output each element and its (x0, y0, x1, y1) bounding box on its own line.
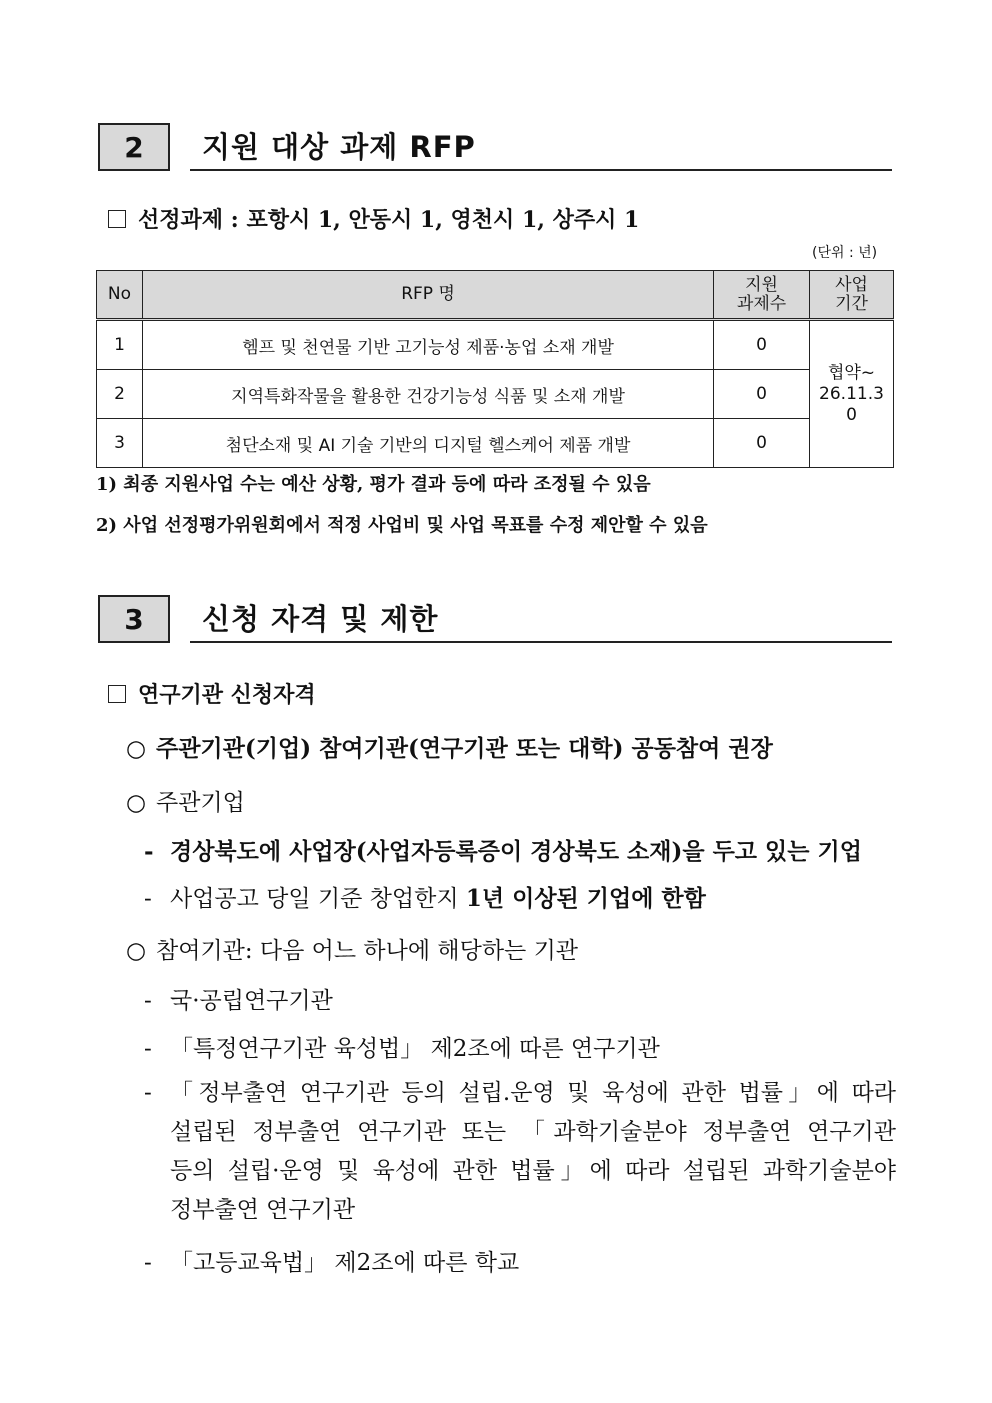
table-row (97, 419, 894, 468)
bullet-joint-participation: ○ 주관기관(기업) 참여기관(연구기관 또는 대학) 공동참여 권장 (126, 735, 773, 762)
header-count: 지원 과제수 (714, 271, 810, 320)
circle-bullet-icon: ○ (126, 790, 147, 816)
section-number: 2 (98, 123, 170, 171)
section-3-header (98, 595, 892, 649)
table-row (97, 370, 894, 419)
cell-period: 협약~ 26.11.3 0 (810, 320, 894, 468)
paragraph-line: 등의 설립·운영 및 육성에 관한 법률」에 따라 설립된 과학기술분야 (170, 1158, 896, 1184)
dash-item-founding: - 사업공고 당일 기준 창업한지 1년 이상된 기업에 한함 (144, 885, 706, 912)
cell-no: 3 (97, 419, 143, 468)
eligibility-heading (108, 678, 316, 709)
cell-name: 첨단소재 및 AI 기술 기반의 디지털 헬스케어 제품 개발 (142, 419, 713, 468)
table-header-row (97, 271, 894, 320)
dash-item-national: - 국·공립연구기관 (144, 988, 333, 1014)
bullet-lead-company: ○ 주관기업 (126, 790, 245, 816)
unit-label: (단위 : 년) (812, 245, 878, 261)
section-underline (190, 169, 892, 171)
selection-line (108, 203, 639, 234)
cell-name: 지역특화작물을 활용한 건강기능성 식품 및 소재 개발 (142, 370, 713, 419)
paragraph-line: 「정부출연 연구기관 등의 설립.운영 및 육성에 관한 법률」에 따라 (170, 1080, 896, 1106)
section-number: 3 (98, 595, 170, 643)
checkbox-square-icon (108, 685, 126, 703)
paragraph-line: 정부출연 연구기관 (170, 1197, 356, 1223)
dash-bullet: - (144, 838, 154, 865)
header-period: 사업 기간 (810, 271, 894, 320)
header-no: No (97, 271, 143, 320)
footnote-1: 1) 최종 지원사업 수는 예산 상황, 평가 결과 등에 따라 조정될 수 있음 (96, 474, 651, 495)
header-rfp: RFP 명 (142, 271, 713, 320)
circle-bullet-icon: ○ (126, 735, 147, 762)
dash-item-higher-education: - 「고등교육법」 제2조에 따른 학교 (144, 1250, 520, 1276)
footnote-2: 2) 사업 선정평가위원회에서 적정 사업비 및 사업 목표를 수정 제안할 수 있음 (96, 515, 708, 536)
paragraph-line: 설립된 정부출연 연구기관 또는 「과학기술분야 정부출연 연구기관 (170, 1119, 896, 1145)
section-2-header (98, 123, 892, 177)
section-title: 신청 자격 및 제한 (202, 602, 439, 636)
dash-bullet: - (144, 1080, 152, 1106)
cell-no: 2 (97, 370, 143, 419)
cell-count: 0 (714, 320, 810, 370)
dash-bullet: - (144, 1036, 152, 1062)
dash-bullet: - (144, 988, 152, 1014)
dash-bullet: - (144, 1250, 152, 1276)
dash-item-specific: - 「특정연구기관 육성법」 제2조에 따른 연구기관 (144, 1036, 660, 1062)
bullet-participating-institution: ○ 참여기관: 다음 어느 하나에 해당하는 기관 (126, 938, 579, 964)
table-row (97, 320, 894, 370)
cell-count: 0 (714, 419, 810, 468)
eligibility-heading-text: 연구기관 신청자격 (138, 682, 316, 708)
circle-bullet-icon: ○ (126, 938, 147, 964)
rfp-table (96, 270, 894, 468)
checkbox-square-icon (108, 210, 126, 228)
section-title: 지원 대상 과제 RFP (202, 130, 476, 164)
dash-bullet: - (144, 886, 152, 912)
cell-count: 0 (714, 370, 810, 419)
section-underline (190, 641, 892, 643)
cell-no: 1 (97, 320, 143, 370)
dash-item-government-funded (144, 1074, 896, 1230)
selection-text: 선정과제 : 포항시 1, 안동시 1, 영천시 1, 상주시 1 (138, 207, 640, 233)
cell-name: 헴프 및 천연물 기반 고기능성 제품·농업 소재 개발 (142, 320, 713, 370)
dash-item-location: - 경상북도에 사업장(사업자등록증이 경상북도 소재)을 두고 있는 기업 (144, 838, 862, 865)
